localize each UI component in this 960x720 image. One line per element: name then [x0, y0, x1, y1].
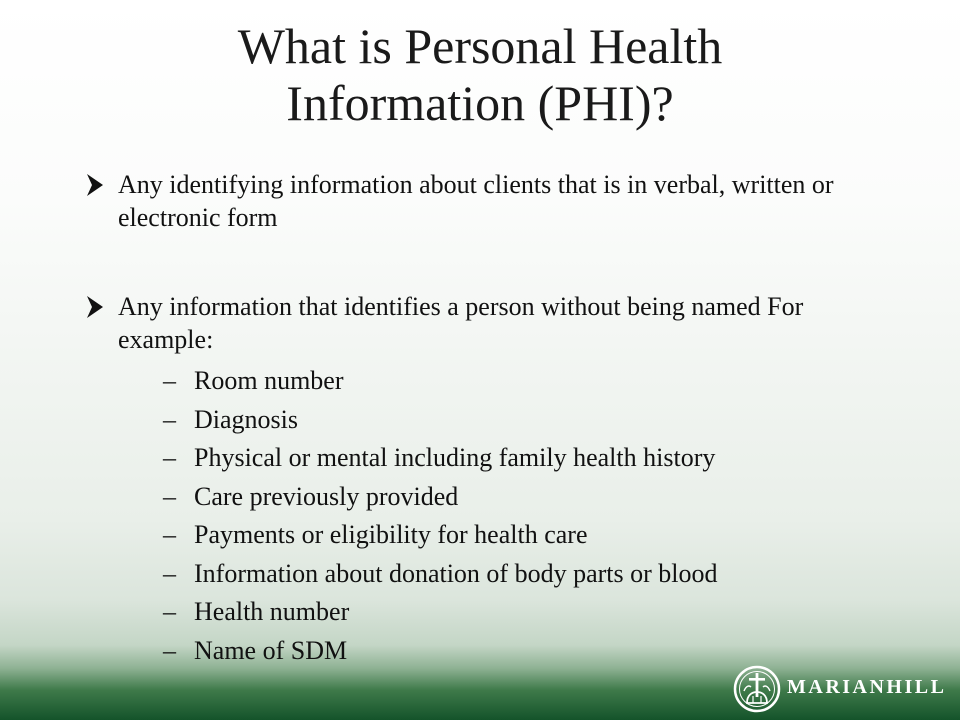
bullet-item [84, 168, 904, 234]
bullet-list [84, 168, 904, 670]
logo-wordmark: MARIANHILL [787, 676, 947, 698]
bullet-item [84, 290, 904, 670]
arrow-bullet-icon [84, 172, 106, 198]
dash-marker: – [163, 558, 176, 588]
title-line-2: Information (PHI)? [286, 75, 674, 131]
sub-item-text: Name of SDM [194, 635, 348, 665]
sub-item-text: Room number [194, 366, 344, 395]
sub-item [118, 593, 904, 632]
sub-item-text: Payments or eligibility for health care [194, 520, 588, 549]
sub-item [118, 362, 904, 401]
arrow-bullet-icon [84, 294, 106, 320]
sub-list [118, 362, 904, 670]
sub-item [118, 401, 904, 440]
sub-item-text: Care previously provided [194, 481, 459, 511]
dash-marker: – [163, 481, 176, 511]
marianhill-logo [733, 665, 948, 713]
dash-marker: – [163, 443, 176, 472]
marianhill-emblem-icon [733, 665, 781, 713]
dash-marker: – [163, 520, 176, 549]
slide-title [60, 18, 900, 132]
sub-item [118, 478, 904, 517]
sub-item [118, 516, 904, 555]
title-line-1: What is Personal Health [237, 18, 723, 74]
sub-item-text: Physical or mental including family health history [194, 443, 716, 472]
sub-item-text: Health number [194, 597, 350, 626]
bullet-text: Any identifying information about clients that is in verbal, written or electronic form [118, 170, 834, 232]
dash-marker: – [163, 635, 176, 665]
dash-marker: – [163, 404, 176, 434]
dash-marker: – [163, 366, 176, 395]
bullet-text: Any information that identifies a person without being named For example: [118, 292, 804, 354]
sub-item-text: Information about donation of body parts or blood [194, 558, 718, 588]
sub-item [118, 555, 904, 594]
sub-item [118, 439, 904, 478]
sub-item-text: Diagnosis [194, 404, 298, 434]
dash-marker: – [163, 597, 176, 626]
